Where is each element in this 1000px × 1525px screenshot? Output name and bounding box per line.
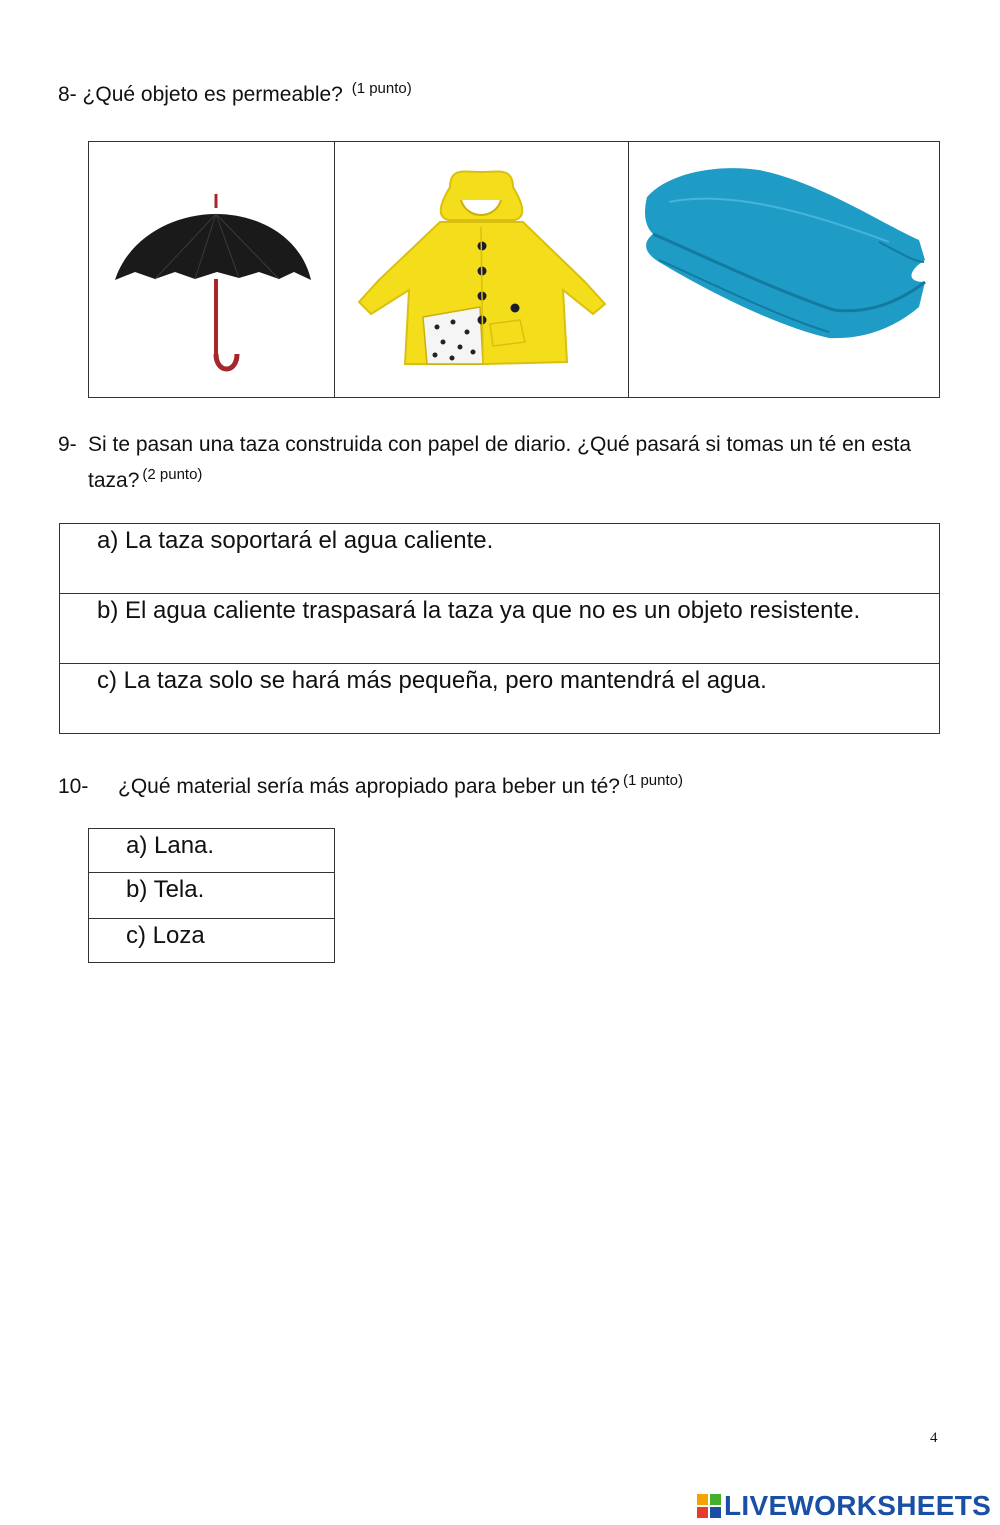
option-b-text: b) Tela. [126, 876, 205, 903]
option-row[interactable] [89, 829, 335, 873]
image-cell-raincoat[interactable] [335, 142, 629, 398]
question-10 [58, 766, 683, 802]
towel-icon [629, 142, 939, 397]
brand-name: LIVEWORKSHEETS [724, 1490, 992, 1521]
option-c-text: c) La taza solo se hará más pequeña, pero mantendrá el agua. [97, 667, 767, 694]
question-9-text: Si te pasan una taza construida con papel de diario. ¿Qué pasará si tomas un té en esta taza? [88, 433, 912, 492]
option-row[interactable] [60, 524, 940, 594]
question-9 [58, 430, 943, 496]
question-9-points: (2 punto) [142, 466, 203, 483]
liveworksheets-logo-icon [697, 1494, 721, 1518]
question-10-number: 10- [58, 775, 89, 798]
brand-logo[interactable] [697, 1490, 991, 1522]
page-number: 4 [930, 1430, 938, 1446]
question-8 [58, 74, 412, 110]
option-row[interactable] [60, 664, 940, 734]
option-b-text: b) El agua caliente traspasará la taza ya que no es un objeto resistente. [97, 597, 861, 624]
umbrella-icon [89, 142, 334, 397]
option-a-text: a) La taza soportará el agua caliente. [97, 527, 494, 554]
question-10-options [88, 828, 335, 963]
question-10-points: (1 punto) [622, 772, 683, 789]
question-8-points: (1 punto) [351, 80, 412, 97]
question-10-text: ¿Qué material sería más apropiado para beber un té? [118, 775, 620, 798]
question-8-number: 8- [58, 83, 77, 106]
question-8-text: ¿Qué objeto es permeable? [82, 83, 343, 106]
image-cell-towel[interactable] [629, 142, 940, 398]
image-cell-umbrella[interactable] [89, 142, 335, 398]
raincoat-icon [335, 142, 628, 397]
option-a-text: a) Lana. [126, 832, 215, 859]
option-row[interactable] [89, 919, 335, 963]
question-9-number: 9- [58, 433, 77, 456]
option-row[interactable] [60, 594, 940, 664]
option-row[interactable] [89, 873, 335, 919]
question-8-image-table [88, 141, 940, 398]
question-9-options [59, 523, 940, 734]
option-c-text: c) Loza [126, 922, 205, 949]
